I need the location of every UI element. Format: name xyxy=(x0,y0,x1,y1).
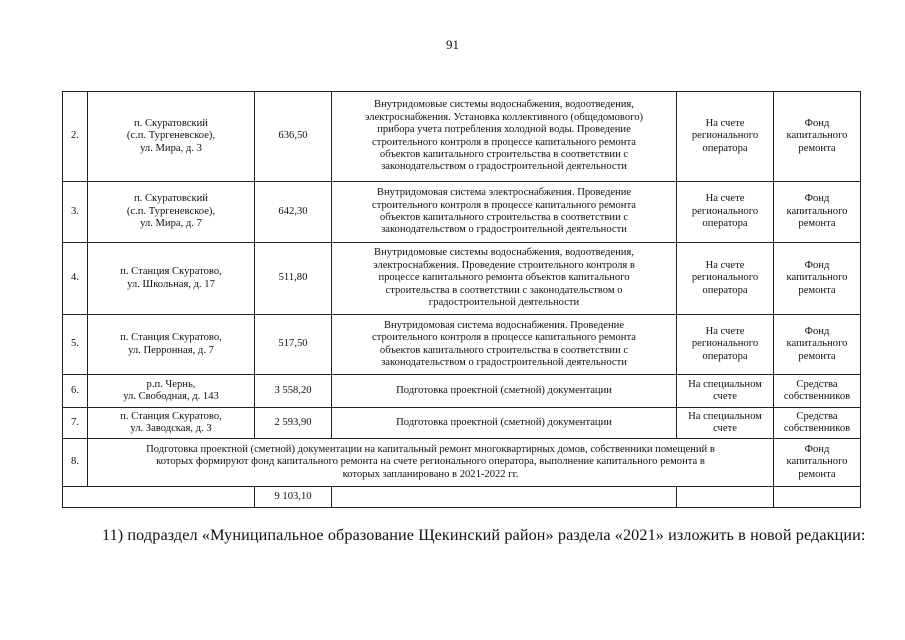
account-type-cell-line: регионального xyxy=(691,338,759,350)
account-type-cell-line: счете xyxy=(713,423,737,434)
account-type-cell-line: оператора xyxy=(702,142,748,154)
account-type-cell-line: На счете xyxy=(705,117,745,129)
funding-source-cell-line: капитального xyxy=(786,205,848,217)
table-row xyxy=(63,92,861,182)
funding-source-cell xyxy=(774,182,861,243)
area-cell: 642,30 xyxy=(255,182,332,243)
account-type-cell xyxy=(677,243,774,315)
funding-source-cell-line: ремонта xyxy=(798,468,836,480)
address-cell-line: (с.п. Тургеневское), xyxy=(126,205,216,217)
account-type-cell-line: оператора xyxy=(702,284,748,296)
funding-source-cell-line: капитального xyxy=(786,338,848,350)
area-cell: 2 593,90 xyxy=(255,408,332,439)
work-description-cell-line: законодательством о градостроительной деятельности xyxy=(381,356,627,368)
account-type-cell-line: регионального xyxy=(691,272,759,284)
work-description-cell xyxy=(332,243,677,315)
merged-description-cell xyxy=(88,439,774,487)
row-number: 3. xyxy=(63,182,88,243)
address-cell-line: п. Станция Скуратово, xyxy=(120,266,222,278)
funding-source-cell-line: капитального xyxy=(786,130,848,142)
funding-source-cell-line: капитального xyxy=(786,456,848,468)
work-description-cell xyxy=(332,315,677,375)
account-type-cell-line: На счете xyxy=(705,325,745,337)
account-type-cell-line: счете xyxy=(713,391,737,402)
address-cell xyxy=(88,375,255,408)
work-description-cell-line: процессе капитального ремонта объектов капитального xyxy=(378,272,630,284)
empty-cell xyxy=(774,487,861,508)
work-description-cell xyxy=(332,408,677,439)
account-type-cell-line: регионального xyxy=(691,205,759,217)
address-cell-line: п. Станция Скуратово, xyxy=(120,332,222,344)
merged-description-cell-line: которых запланировано в 2021-2022 гг. xyxy=(342,468,519,480)
work-description-cell-line: электроснабжения. Установка коллективного (общедомового) xyxy=(364,111,644,123)
account-type-cell xyxy=(677,375,774,408)
work-description-cell-line: Внутридомовые системы водоснабжения, водоотведения, xyxy=(374,99,634,111)
work-description-cell-line: прибора учета потребления холодной воды. Проведение xyxy=(377,124,631,136)
table-row xyxy=(63,243,861,315)
address-cell-line: п. Скуратовский xyxy=(134,193,208,205)
area-cell: 517,50 xyxy=(255,315,332,375)
address-cell-line: ул. Мира, д. 7 xyxy=(140,218,202,230)
work-description-cell-line: строительства в соответствии с законодательством о xyxy=(385,284,623,296)
page-number: 91 xyxy=(446,37,459,52)
work-description-cell-line: законодательством о градостроительной деятельности xyxy=(381,224,627,236)
work-description-cell-line: электроснабжения. Проведение строительного контроля в xyxy=(373,259,635,271)
work-description-cell-line: Подготовка проектной (сметной) документации xyxy=(396,384,612,396)
work-description-cell-line: Подготовка проектной (сметной) документации xyxy=(396,416,612,428)
funding-source-cell xyxy=(774,92,861,182)
total-row xyxy=(63,487,861,508)
funding-source-cell-line: Средства xyxy=(796,378,838,390)
funding-source-cell xyxy=(774,408,861,439)
work-description-cell xyxy=(332,92,677,182)
work-description-cell-line: строительного контроля в процессе капитального ремонта xyxy=(372,199,636,211)
address-cell-line: п. Станция Скуратово, xyxy=(120,410,222,422)
row-number: 7. xyxy=(63,408,88,439)
row-number: 4. xyxy=(63,243,88,315)
funding-source-cell-line: ремонта xyxy=(798,142,836,154)
account-type-cell-line: На счете xyxy=(705,259,745,271)
area-cell: 636,50 xyxy=(255,92,332,182)
work-description-cell-line: объектов капитального строительства в соответствии с xyxy=(379,148,629,160)
address-cell xyxy=(88,92,255,182)
address-cell-line: ул. Свободная, д. 143 xyxy=(123,391,219,402)
funding-source-cell-line: ремонта xyxy=(798,218,836,230)
merged-description-cell-line: которых формируют фонд капитального ремонта на счете регионального оператора, выполнение капитального ремонта в xyxy=(156,456,705,468)
works-table xyxy=(62,91,861,508)
address-cell-line: п. Скуратовский xyxy=(134,117,208,129)
address-cell xyxy=(88,182,255,243)
account-type-cell-line: оператора xyxy=(702,350,748,362)
row-number: 8. xyxy=(63,439,88,487)
address-cell-line: ул. Мира, д. 3 xyxy=(140,142,202,154)
funding-source-cell-line: Фонд xyxy=(804,443,830,455)
funding-source-cell-line: собственников xyxy=(783,423,851,434)
table-row xyxy=(63,182,861,243)
account-type-cell xyxy=(677,408,774,439)
address-cell-line: (с.п. Тургеневское), xyxy=(126,130,216,142)
account-type-cell-line: регионального xyxy=(691,130,759,142)
account-type-cell-line: оператора xyxy=(702,218,748,230)
funding-source-cell-line: Фонд xyxy=(804,325,830,337)
funding-source-cell-line: Фонд xyxy=(804,259,830,271)
bottom-instruction-text: 11) подраздел «Муниципальное образование Щекинский район» раздела «2021» изложить в новой редакции: xyxy=(102,526,866,544)
funding-source-cell-line: Средства xyxy=(796,410,838,422)
address-cell-line: ул. Перронная, д. 7 xyxy=(128,344,214,356)
work-description-cell-line: объектов капитального строительства в соответствии с xyxy=(379,212,629,223)
address-cell-line: ул. Заводская, д. 3 xyxy=(130,423,212,434)
funding-source-cell xyxy=(774,243,861,315)
funding-source-cell xyxy=(774,375,861,408)
row-number: 6. xyxy=(63,375,88,408)
address-cell xyxy=(88,408,255,439)
account-type-cell-line: На специальном xyxy=(688,378,762,390)
row-number: 2. xyxy=(63,92,88,182)
account-type-cell xyxy=(677,92,774,182)
funding-source-cell-line: капитального xyxy=(786,272,848,284)
account-type-cell xyxy=(677,315,774,375)
address-cell-line: ул. Школьная, д. 17 xyxy=(127,278,215,290)
row-number: 5. xyxy=(63,315,88,375)
work-description-cell-line: законодательством о градостроительной деятельности xyxy=(381,161,627,173)
table-row xyxy=(63,315,861,375)
table-row xyxy=(63,375,861,408)
funding-source-cell-line: собственников xyxy=(783,391,851,402)
address-cell xyxy=(88,243,255,315)
work-description-cell-line: строительного контроля в процессе капитального ремонта xyxy=(372,136,636,148)
funding-source-cell xyxy=(774,315,861,375)
table-row xyxy=(63,439,861,487)
funding-source-cell-line: Фонд xyxy=(804,117,830,129)
empty-cell xyxy=(677,487,774,508)
work-description-cell-line: объектов капитального строительства в соответствии с xyxy=(379,344,629,356)
funding-source-cell-line: Фонд xyxy=(804,193,830,205)
address-cell-line: р.п. Чернь, xyxy=(146,378,196,390)
area-cell: 511,80 xyxy=(255,243,332,315)
table-row xyxy=(63,408,861,439)
work-description-cell xyxy=(332,375,677,408)
work-description-cell-line: строительного контроля в процессе капитального ремонта xyxy=(372,332,636,344)
work-description-cell-line: Внутридомовая система электроснабжения. Проведение xyxy=(376,187,632,199)
work-description-cell-line: градостроительной деятельности xyxy=(428,297,580,309)
work-description-cell-line: Внутридомовые системы водоснабжения, водоотведения, xyxy=(374,247,634,259)
work-description-cell-line: Внутридомовая система водоснабжения. Проведение xyxy=(383,319,625,331)
account-type-cell-line: На счете xyxy=(705,193,745,205)
account-type-cell-line: На специальном xyxy=(688,410,762,422)
funding-source-cell-line: ремонта xyxy=(798,284,836,296)
merged-description-cell-line: Подготовка проектной (сметной) документации на капитальный ремонт многоквартирных домов, собственники помещений в xyxy=(146,443,715,455)
funding-source-cell-line: ремонта xyxy=(798,350,836,362)
empty-cell xyxy=(63,487,255,508)
funding-source-cell xyxy=(774,439,861,487)
address-cell xyxy=(88,315,255,375)
total-area-cell: 9 103,10 xyxy=(255,487,332,508)
account-type-cell xyxy=(677,182,774,243)
empty-cell xyxy=(332,487,677,508)
area-cell: 3 558,20 xyxy=(255,375,332,408)
work-description-cell xyxy=(332,182,677,243)
